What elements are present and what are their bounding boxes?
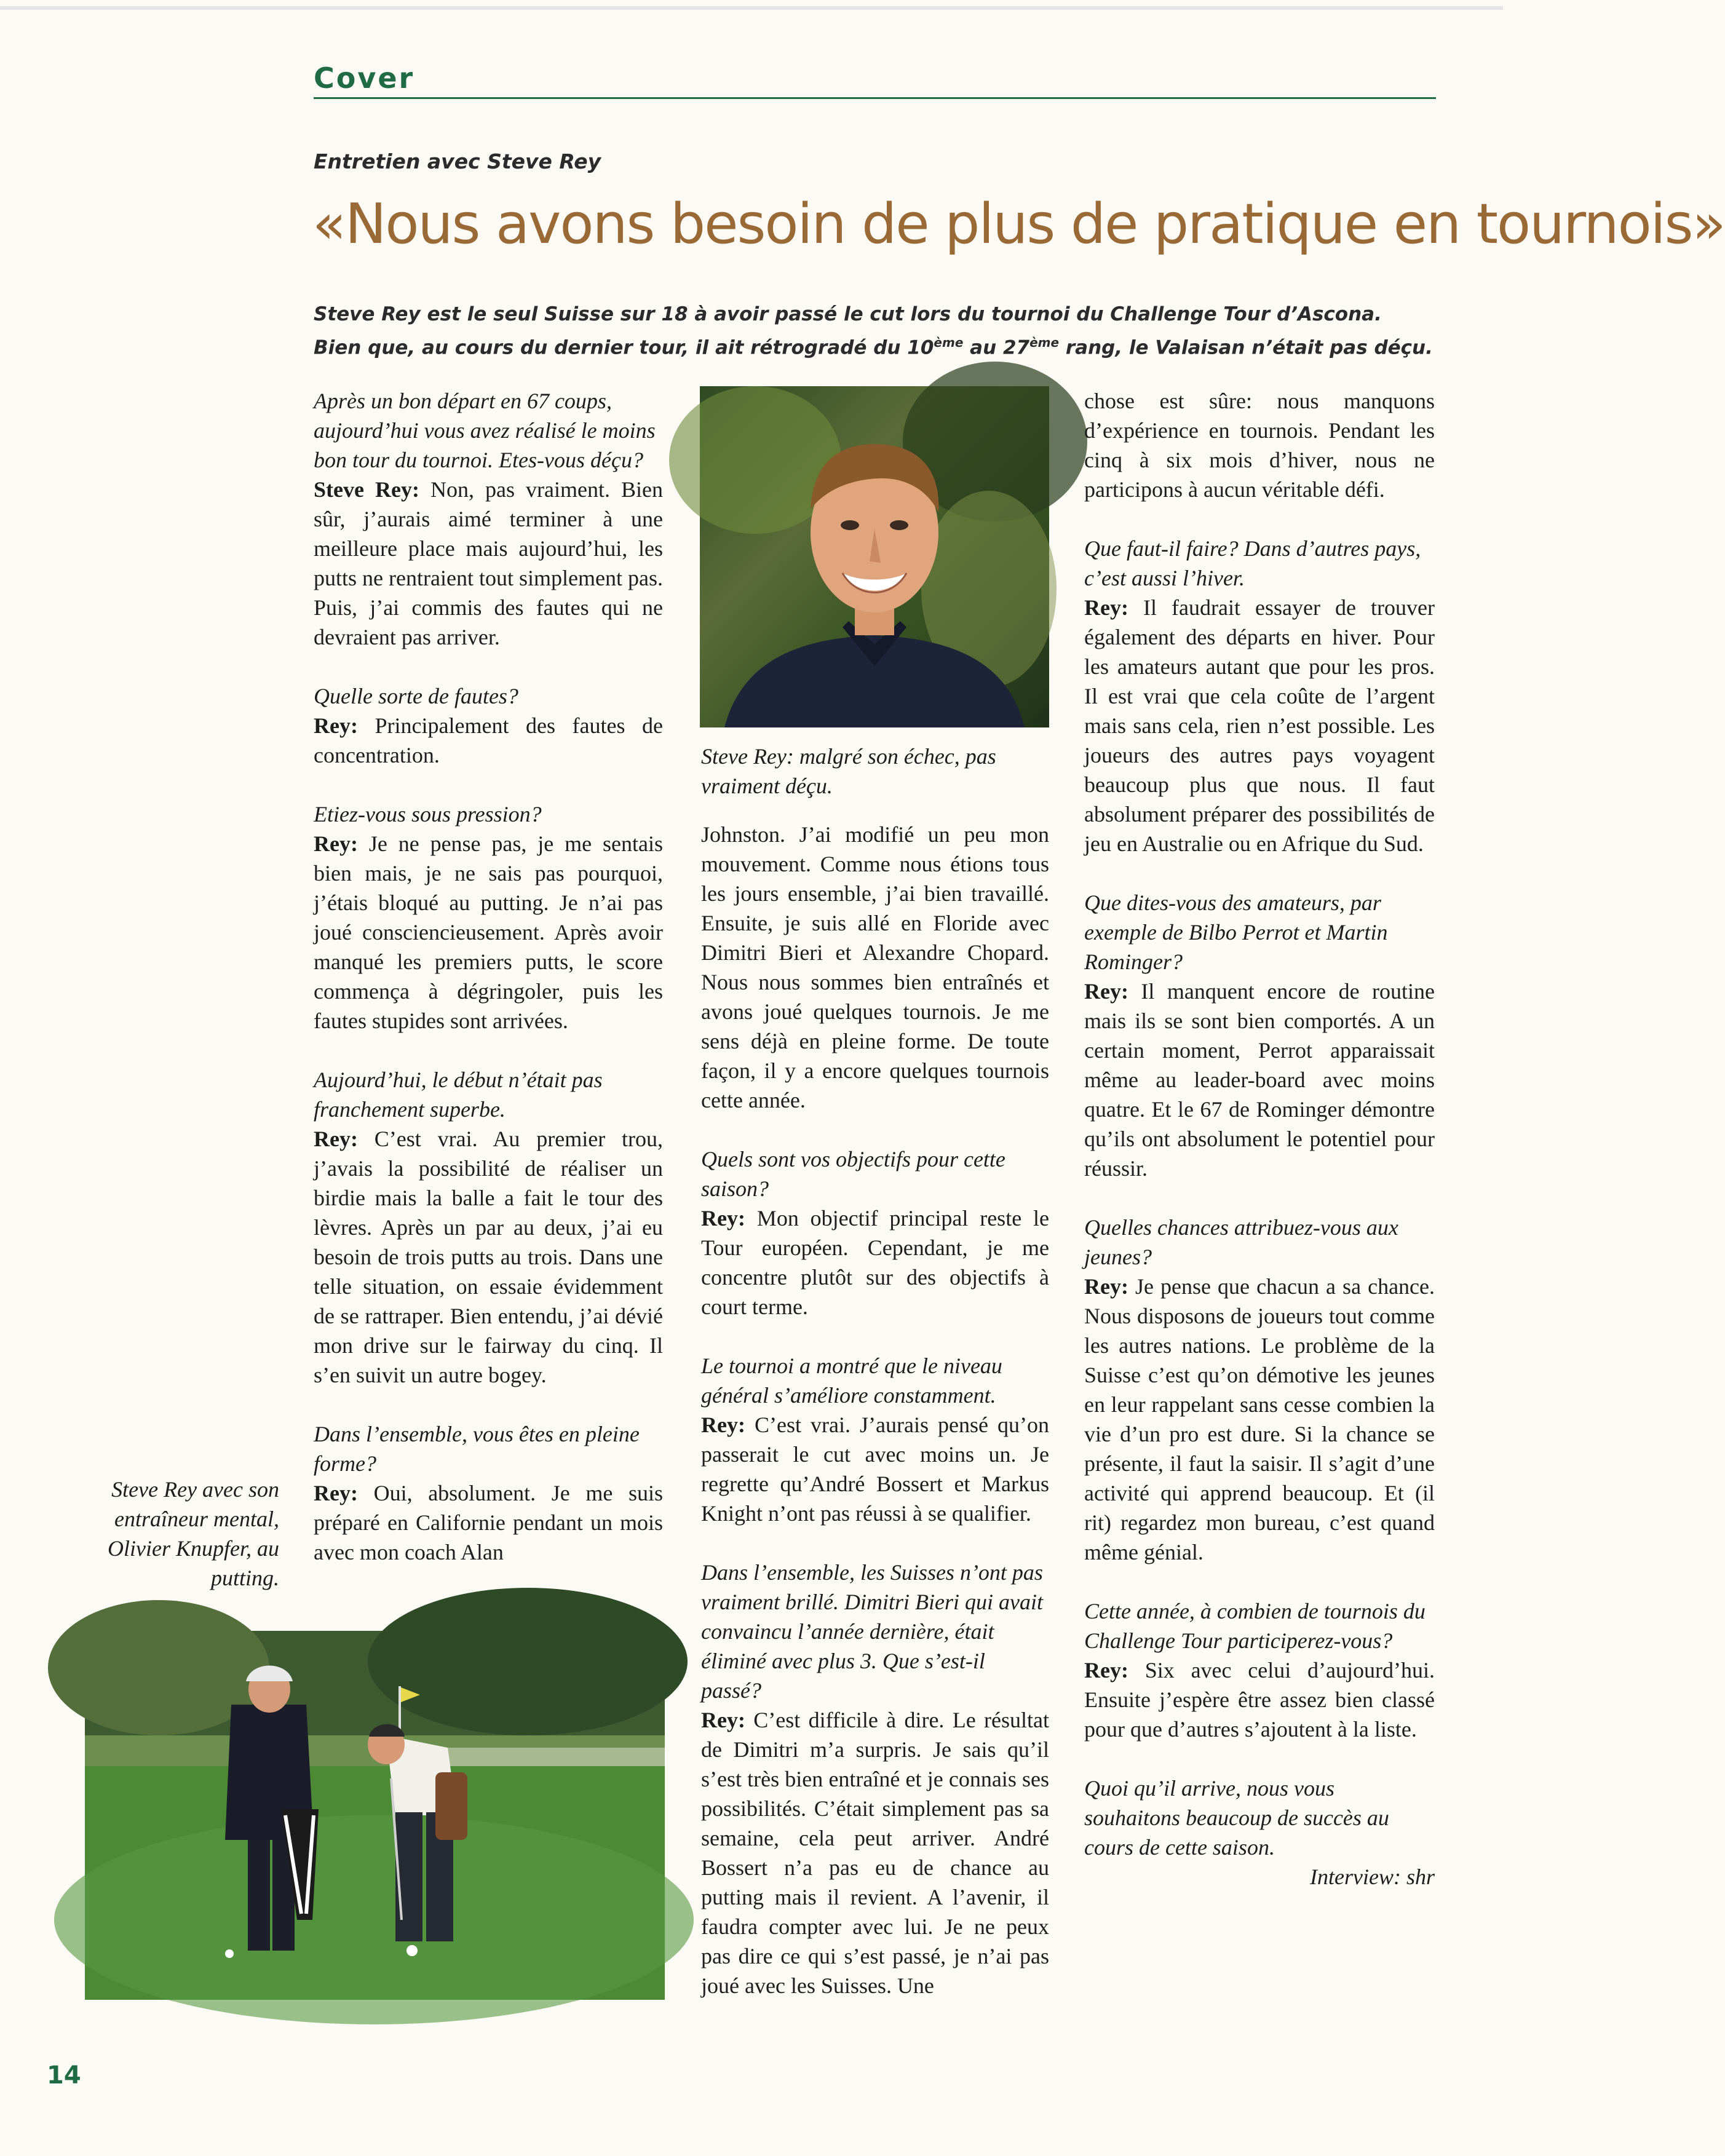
speaker: Rey:: [314, 713, 358, 738]
qa-block: [1084, 1596, 1435, 1744]
speaker: Steve Rey:: [314, 477, 419, 502]
portrait-photo: [700, 386, 1049, 727]
qa-block: [701, 1558, 1049, 2000]
answer: Non, pas vraiment. Bien sûr, j’aurais aimé terminer à une meilleure place mais aujourd’hui, les putts ne rentraient tout simplement pas. Puis, j’ai commis des fautes qui ne devraient pas arriver.: [314, 477, 663, 649]
interview-credit: Interview: shr: [1310, 1865, 1435, 1889]
continued-paragraph: chose est sûre: nous manquons d’expérience en tournois. Pendant les cinq à six mois d’hiver, nous ne participons à aucun véritable défi.: [1084, 389, 1435, 502]
answer: Oui, absolument. Je me suis préparé en Californie pendant un mois avec mon coach Alan: [314, 1481, 663, 1564]
speaker: Rey:: [1084, 1658, 1128, 1682]
question: Quelle sorte de fautes?: [314, 684, 518, 708]
qa-block: [314, 799, 663, 1036]
question: Que dites-vous des amateurs, par exemple de Bilbo Perrot et Martin Rominger?: [1084, 890, 1388, 974]
question: Etiez-vous sous pression?: [314, 802, 542, 826]
article-lead: [314, 300, 1439, 362]
section-label: Cover: [314, 61, 415, 95]
speaker: Rey:: [701, 1708, 745, 1732]
question: Aujourd’hui, le début n’était pas franchement superbe.: [314, 1068, 603, 1122]
putting-photo: [85, 1631, 665, 2000]
qa-block: [701, 1351, 1049, 1528]
answer: Six avec celui d’aujourd’hui. Ensuite j’espère être assez bien classé pour que d’autres s’ajoutent à la liste.: [1084, 1658, 1435, 1742]
speaker: Rey:: [1084, 595, 1128, 620]
answer: Principalement des fautes de concentration.: [314, 713, 663, 767]
text-column-3: [1084, 386, 1435, 1892]
closing-wish: Quoi qu’il arrive, nous vous souhaitons beaucoup de succès au cours de cette saison.: [1084, 1776, 1389, 1860]
speaker: Rey:: [701, 1413, 745, 1437]
question: Le tournoi a montré que le niveau général s’améliore constamment.: [701, 1353, 1002, 1408]
portrait-illustration: [700, 386, 1049, 727]
lead-line-2: Bien que, au cours du dernier tour, il ait rétrogradé du 10ème au 27ème rang, le Valaisan n’était pas déçu.: [314, 335, 1433, 359]
putting-photo-caption: Steve Rey avec son entraîneur mental, Olivier Knupfer, au putting.: [108, 1477, 279, 1590]
qa-block: [314, 386, 663, 652]
page-top-edge: [0, 6, 1503, 10]
question: Quelles chances attribuez-vous aux jeunes?: [1084, 1215, 1398, 1269]
continued-paragraph: Johnston. J’ai modifié un peu mon mouvement. Comme nous étions tous les jours ensemble, j’ai bien travaillé. Ensuite, je suis allé en Floride avec Dimitri Bieri et Alexandre Chopard. Nous nous sommes bien entraînés et avons joué quelques tournois. Je me sens déjà en pleine forme. De toute façon, il y a encore quelques tournois cette année.: [701, 822, 1049, 1112]
qa-block: [1084, 1213, 1435, 1567]
page-number: 14: [47, 2061, 81, 2090]
qa-block: [1084, 888, 1435, 1183]
answer: C’est vrai. Au premier trou, j’avais la possibilité de réaliser un birdie mais la balle a fait le tour des lèvres. Après un par au deux, j’ai eu besoin de trois putts au trois. Dans une telle situation, on essaie évidemment de se rattraper. Bien entendu, j’ai dévié mon drive sur le fairway du cinq. Il s’en suivit un autre bogey.: [314, 1127, 663, 1387]
question: Dans l’ensemble, vous êtes en pleine forme?: [314, 1422, 640, 1476]
speaker: Rey:: [314, 1481, 358, 1505]
answer: Je pense que chacun a sa chance. Nous disposons de joueurs tout comme les autres nations. Le problème de la Suisse c’est qu’on démotive les jeunes en leur rappelant sans cesse combien la vie d’un pro est dure. Si la chance se présente, il faut la saisir. Il s’agit d’une activité qui apprend beaucoup. Et (il rit) regardez mon bureau, c’est quand même génial.: [1084, 1274, 1435, 1564]
article-headline: «Nous avons besoin de plus de pratique en tournois»: [312, 192, 1725, 256]
answer: Il manquent encore de routine mais ils se sont bien comportés. A un certain moment, Perrot apparaissait même au leader-board avec moins quatre. Et le 67 de Rominger démontre qu’ils ont absolument le potentiel pour réussir.: [1084, 979, 1435, 1181]
question: Après un bon départ en 67 coups, aujourd’hui vous avez réalisé le moins bon tour du tournoi. Etes-vous déçu?: [314, 389, 656, 472]
putting-illustration: [85, 1631, 665, 2000]
speaker: Rey:: [1084, 1274, 1128, 1299]
lead-line-1: Steve Rey est le seul Suisse sur 18 à avoir passé le cut lors du tournoi du Challenge Tour d’Ascona.: [314, 303, 1382, 325]
section-rule: [314, 97, 1436, 99]
question: Dans l’ensemble, les Suisses n’ont pas vraiment brillé. Dimitri Bieri qui avait convaincu l’année dernière, était éliminé avec plus 3. Que s’est-il passé?: [701, 1560, 1043, 1703]
closing-block: [1084, 1774, 1435, 1892]
question: Que faut-il faire? Dans d’autres pays, c’est aussi l’hiver.: [1084, 536, 1421, 590]
speaker: Rey:: [314, 831, 358, 856]
article-kicker: Entretien avec Steve Rey: [314, 149, 601, 173]
answer: Je ne pense pas, je me sentais bien mais, je ne sais pas pourquoi, j’étais bloqué au putting. Je n’ai pas joué consciencieusement. Après avoir manqué les premiers putts, le score commença à dégringoler, puis les fautes stupides sont arrivées.: [314, 831, 663, 1033]
portrait-caption: Steve Rey: malgré son échec, pas vraiment déçu.: [701, 744, 996, 798]
qa-block: [314, 681, 663, 770]
qa-block: [314, 1419, 663, 1567]
qa-block: [314, 1065, 663, 1390]
answer: Mon objectif principal reste le Tour européen. Cependant, je me concentre plutôt sur des objectifs à court terme.: [701, 1206, 1049, 1319]
question: Quels sont vos objectifs pour cette saison?: [701, 1147, 1005, 1201]
speaker: Rey:: [701, 1206, 745, 1231]
speaker: Rey:: [314, 1127, 358, 1151]
question: Cette année, à combien de tournois du Challenge Tour participerez-vous?: [1084, 1599, 1426, 1653]
answer: C’est vrai. J’aurais pensé qu’on passerait le cut avec moins un. Je regrette qu’André Bossert et Markus Knight n’ont pas réussi à se qualifier.: [701, 1413, 1049, 1526]
speaker: Rey:: [1084, 979, 1128, 1004]
text-column-1: [314, 386, 663, 1596]
qa-block: [701, 1144, 1049, 1322]
qa-block: [1084, 534, 1435, 858]
answer: Il faudrait essayer de trouver également des départs en hiver. Pour les amateurs autant que pour les pros. Il est vrai que cela coûte de l’argent mais sans cela, rien n’est possible. Les joueurs des autres pays voyagent beaucoup plus que nous. Il faut absolument préparer des possibilités de jeu en Australie ou en Afrique du Sud.: [1084, 595, 1435, 856]
text-column-2: [701, 820, 1049, 2030]
answer: C’est difficile à dire. Le résultat de Dimitri m’a surpris. Je sais qu’il s’est très bien entraîné et je connais ses possibilités. C’était simplement pas sa semaine, cela peut arriver. André Bossert n’a pas eu de chance au putting mais il revient. A l’avenir, il faudra compter avec lui. Je ne peux pas dire ce qui s’est passé, je n’ai pas joué avec les Suisses. Une: [701, 1708, 1049, 1998]
